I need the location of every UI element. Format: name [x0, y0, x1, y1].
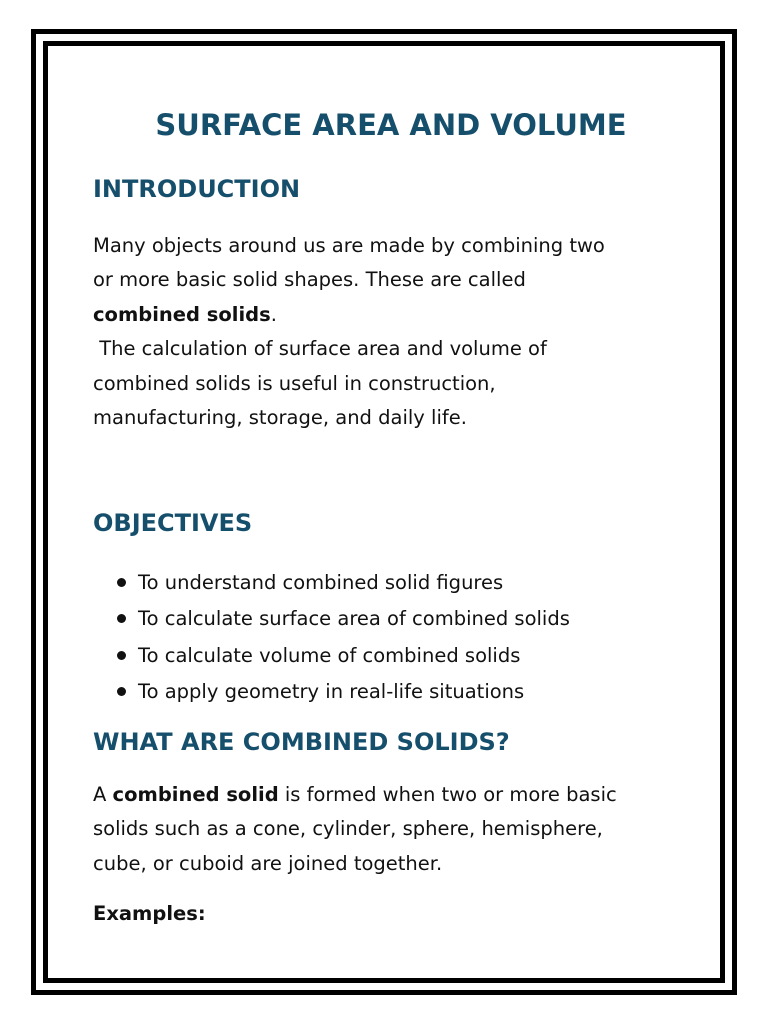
objective-text: To understand combined solid figures — [138, 571, 504, 594]
intro-line-3-rest: . — [270, 302, 277, 326]
objective-text: To calculate surface area of combined solids — [138, 607, 570, 631]
objective-text: To calculate volume of combined solids — [138, 643, 521, 667]
intro-line-2: or more basic solid shapes. These are called — [93, 268, 526, 292]
combined-solids-paragraph — [93, 778, 683, 881]
objectives-heading: OBJECTIVES — [93, 509, 253, 537]
combined-line-3: cube, or cuboid are joined together. — [93, 851, 443, 875]
objective-item — [93, 674, 570, 710]
page-title: SURFACE AREA AND VOLUME — [155, 108, 627, 142]
bullet-icon — [117, 687, 126, 696]
intro-line-5: combined solids is useful in construction, — [93, 371, 496, 395]
combined-line-1 — [93, 778, 683, 812]
intro-line-6: manufacturing, storage, and daily life. — [93, 406, 467, 430]
intro-line-4: The calculation of surface area and volume of — [93, 337, 547, 361]
combined-solids-term: combined solids — [93, 302, 271, 326]
combined-solids-heading: WHAT ARE COMBINED SOLIDS? — [93, 728, 510, 756]
objectives-list — [93, 565, 570, 711]
objective-item — [93, 638, 570, 674]
bullet-icon — [117, 614, 126, 623]
intro-line-1: Many objects around us are made by combining two — [93, 234, 605, 257]
objective-item — [93, 601, 570, 637]
examples-label: Examples: — [93, 902, 206, 925]
combined-solid-term: combined solid — [112, 783, 279, 806]
bullet-icon — [117, 651, 126, 660]
combined-line-1-pre: A — [93, 783, 113, 806]
combined-line-2: solids such as a cone, cylinder, sphere, hemisphere, — [93, 817, 603, 841]
intro-line-3 — [93, 298, 683, 332]
introduction-paragraph — [93, 229, 683, 435]
combined-line-1-rest: is formed when two or more basic — [278, 783, 617, 806]
introduction-heading: INTRODUCTION — [93, 175, 301, 203]
bullet-icon — [117, 578, 126, 587]
objective-text: To apply geometry in real-life situations — [138, 680, 525, 704]
objective-item — [93, 565, 570, 601]
